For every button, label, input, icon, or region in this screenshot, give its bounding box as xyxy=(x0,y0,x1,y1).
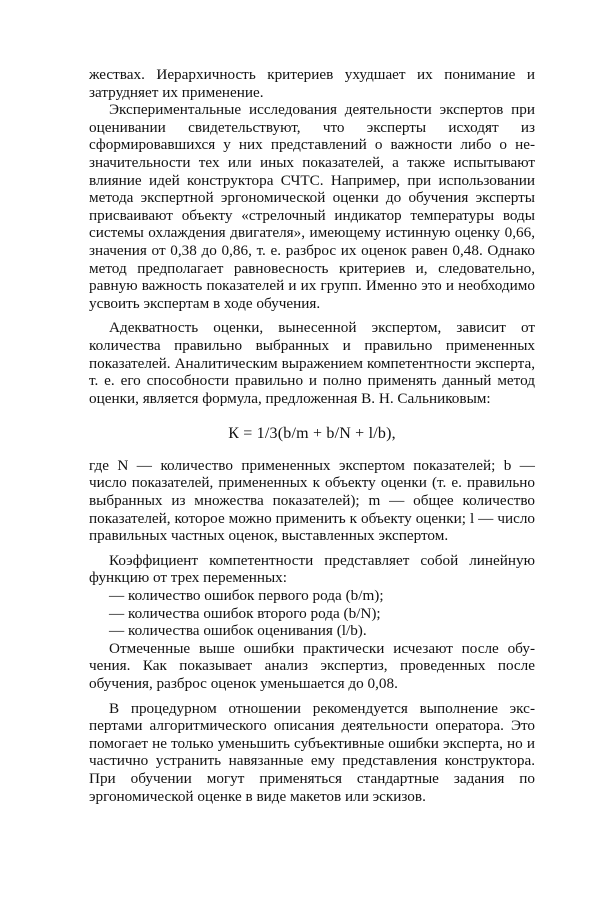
list-item-1: — количество ошибок первого рода (b/m); xyxy=(109,587,384,605)
paragraph-1: жествах. Иерархичность критериев ухудшает их понимание и затрудняет их применение. xyxy=(89,66,535,101)
paragraph-5: Коэффициент компетентности представляет собой линейную функцию от трех переменных: xyxy=(89,551,535,587)
paragraph-2: Экспериментальные исследования деятельности экспертов при оценивании свидетельствуют, что эксперты исходят из сформировавшихся у них представлений о важности либо о незначительности тех или иных показателей, а также испытывают влияние идей конструктора СЧТС. Например, при использовании метода экспертной эргономической оценки до обучения эксперты присваивают объекту «стрелочный индикатор температуры воды системы охлаждения двигателя», имеющему истинную оценку 0,66, значения от 0,38 до 0,86, т. е. разброс их оценок равен 0,48. Однако метод предполагает равновесность критериев и, следовательно, равную важность показателей и их групп. Именно это и необходимо усвоить экспертам в ходе обучения. xyxy=(89,101,535,312)
paragraph-3: Адекватность оценки, вынесенной экспертом, зависит от количества правильно выбранных и правильно примененных показателей. Аналитическим выражением компетентности эксперта, т. е. его способности правильно и полно применять данный метод оценки, является формула, предложенная В. Н. Сальниковым: xyxy=(89,319,535,407)
page-text-body xyxy=(89,66,535,805)
formula-competence: К = 1/3(b/m + b/N + l/b), xyxy=(228,425,396,443)
paragraph-4: где N — количество примененных экспертом показателей; b — число показателей, примененных к объекту оценки (т. е. правильно выбранных из множества показателей); m — общее количество показателей, которое можно применить к объекту оценки; l — число правильных частных оценок, выставленных экспертом. xyxy=(89,456,535,545)
paragraph-7: В процедурном отношении рекомендуется выполнение экспертами алгоритмического описания деятельности оператора. Это помогает не только уменьшить субъективные ошибки эксперта, но и частично устранить навязанные ему представления конструктора. При обучении могут применяться стандартные задания по эргономической оценке в виде макетов или эскизов. xyxy=(89,699,535,805)
list-item-2: — количества ошибок второго рода (b/N); xyxy=(109,604,381,622)
paragraph-6: Отмеченные выше ошибки практически исчезают после обучения. Как показывает анализ экспертиз, проведенных после обучения, разброс оценок уменьшается до 0,08. xyxy=(89,639,535,692)
list-item-3: — количества ошибок оценивания (l/b). xyxy=(109,622,367,640)
